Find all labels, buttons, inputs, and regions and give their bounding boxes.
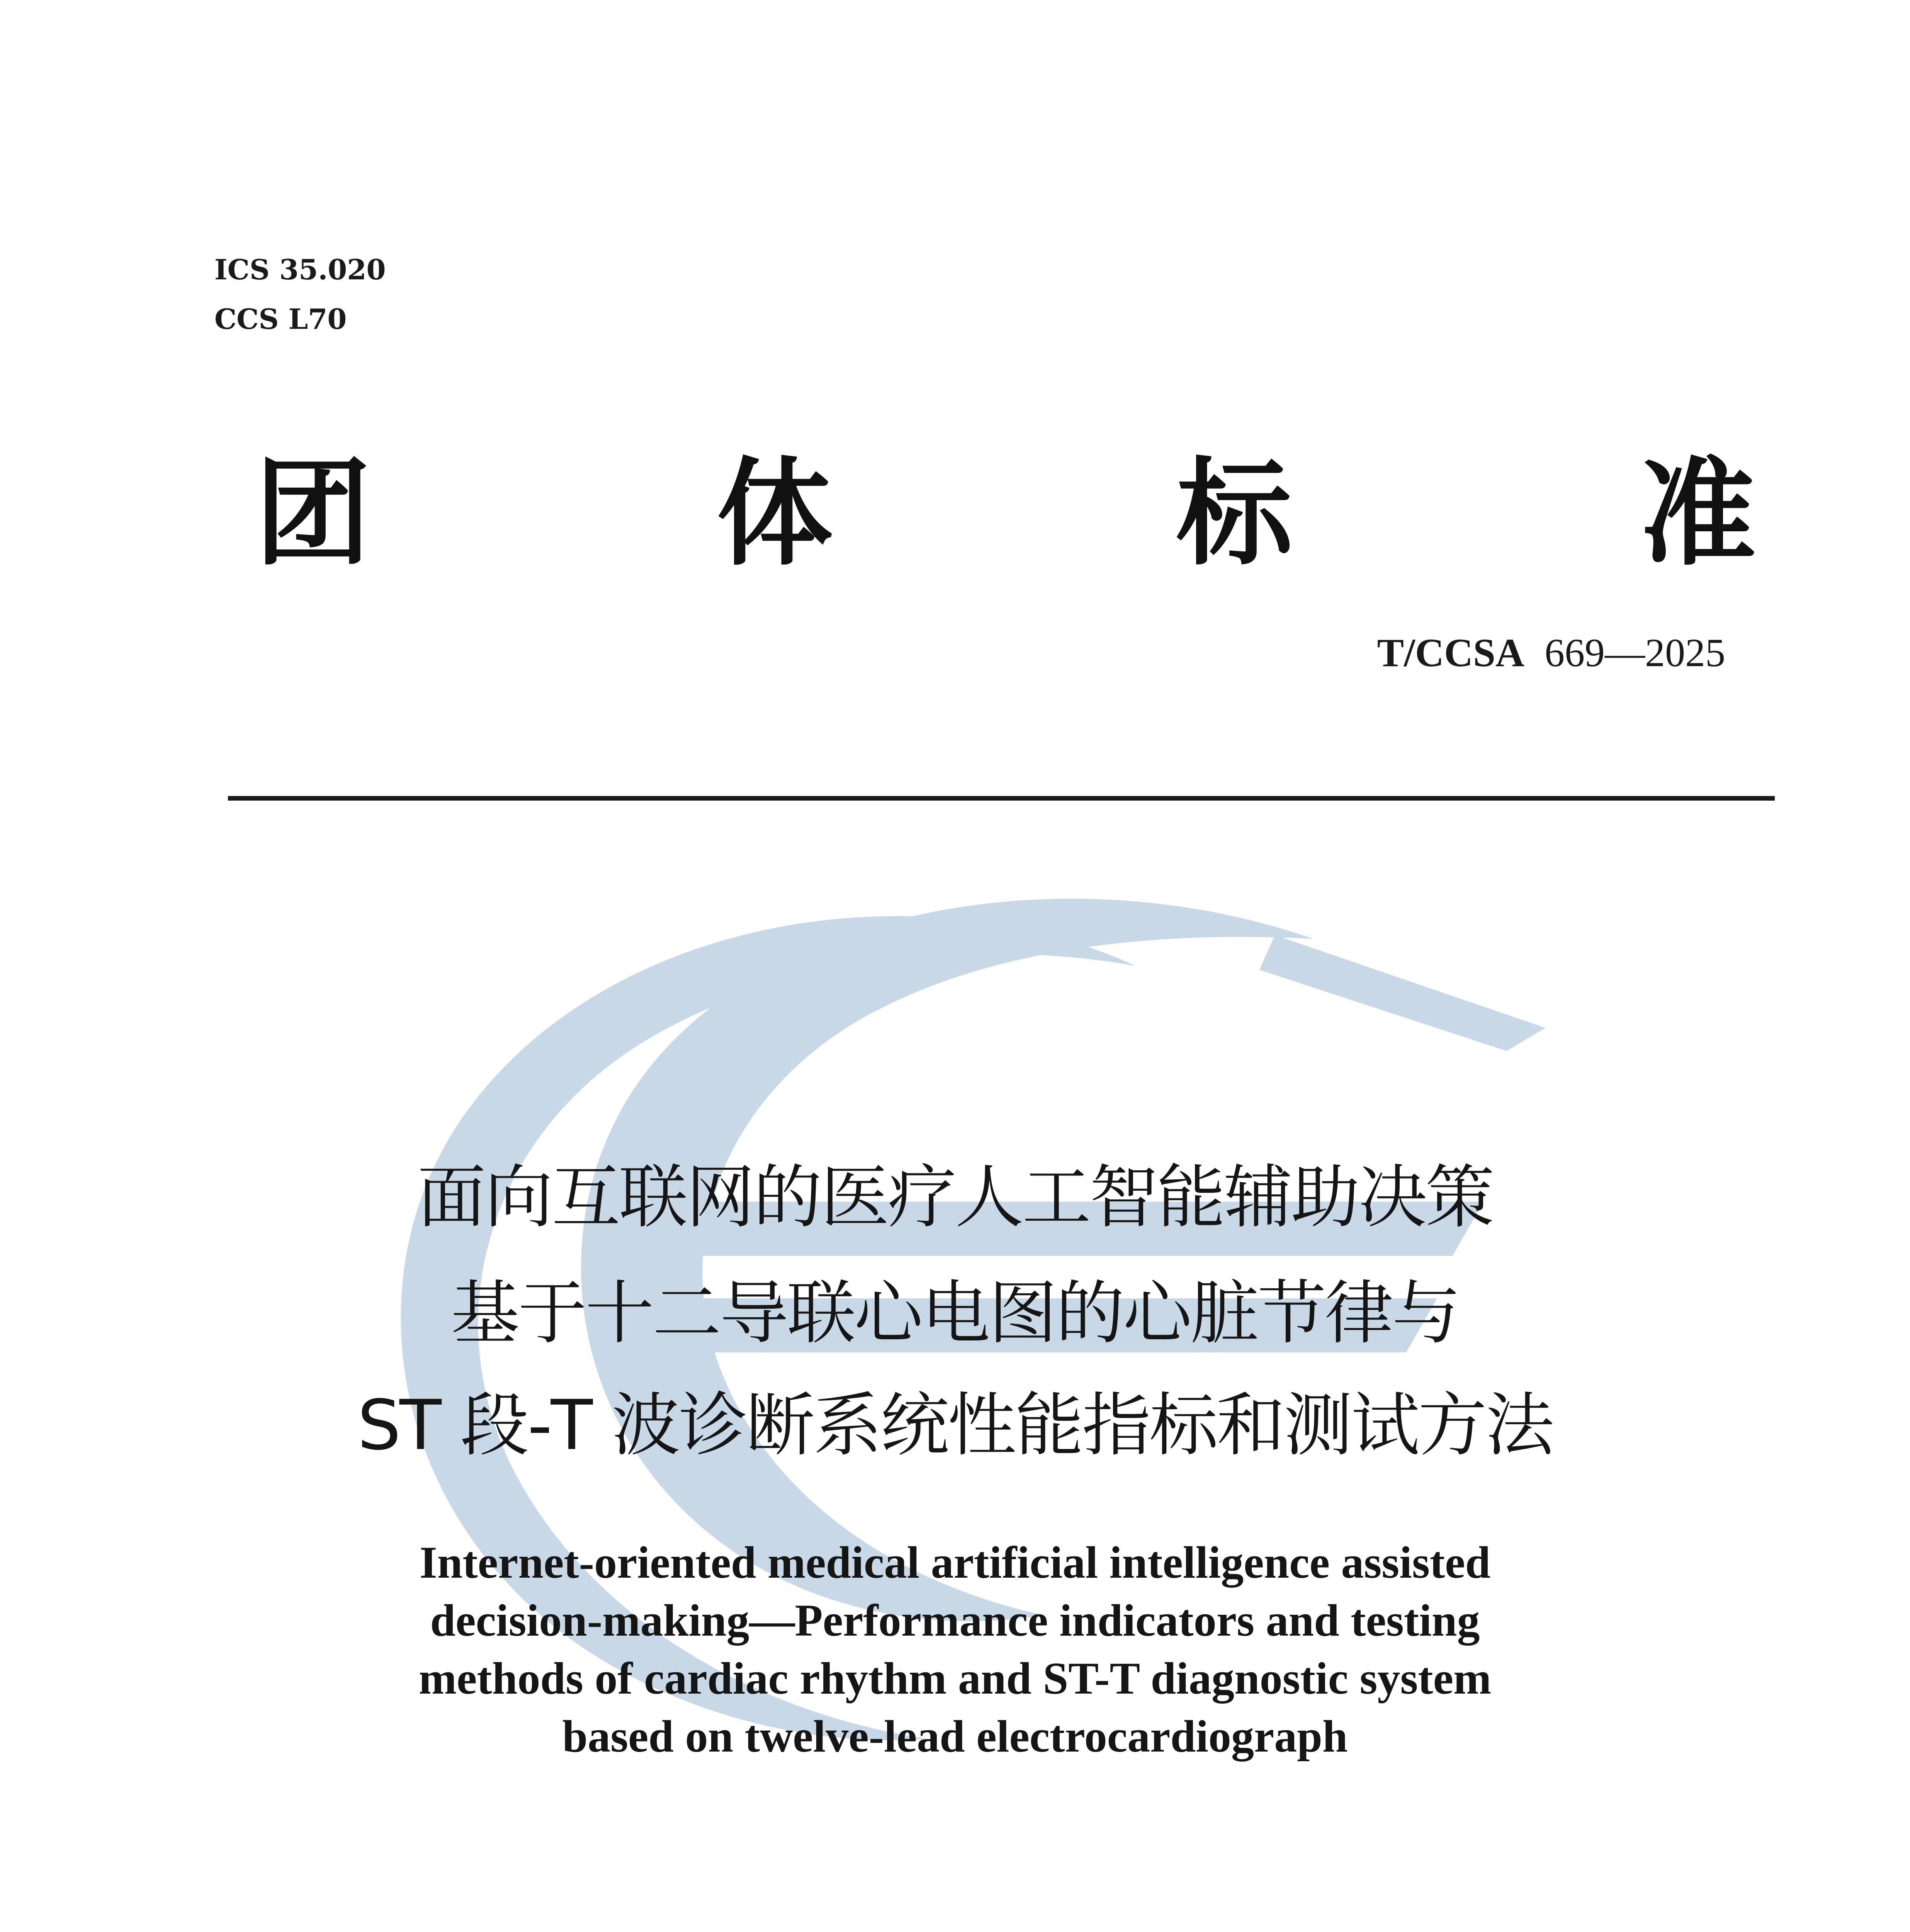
heading-char-1: 团 (255, 446, 371, 581)
heading-char-3: 标 (1176, 446, 1292, 581)
title-en-line-1: Internet-oriented medical artificial intelligence assisted (419, 1537, 1491, 1588)
title-cn-line-1: 面向互联网的医疗人工智能辅助决策 (417, 1157, 1493, 1237)
title-cn-line-3: ST 段-T 波诊断系统性能指标和测试方法 (357, 1385, 1553, 1465)
standard-number (1377, 633, 1725, 673)
ccs-code: CCS L70 (214, 303, 347, 335)
heading-char-4: 准 (1640, 446, 1756, 581)
title-en-line-3: methods of cardiac rhythm and ST-T diagnostic system (418, 1653, 1492, 1704)
title-cn-line-2: 基于十二导联心电图的心脏节律与 (451, 1273, 1459, 1353)
top-divider (228, 796, 1775, 801)
standard-number-value: 669—2025 (1545, 631, 1725, 675)
heading-char-2: 体 (717, 446, 833, 581)
title-en-line-2: decision-making—Performance indicators and testing (430, 1595, 1480, 1646)
title-en-line-4: based on twelve-lead electrocardiograph (562, 1711, 1348, 1762)
standard-number-prefix: T/CCSA (1377, 631, 1524, 675)
ics-code: ICS 35.020 (214, 253, 386, 286)
